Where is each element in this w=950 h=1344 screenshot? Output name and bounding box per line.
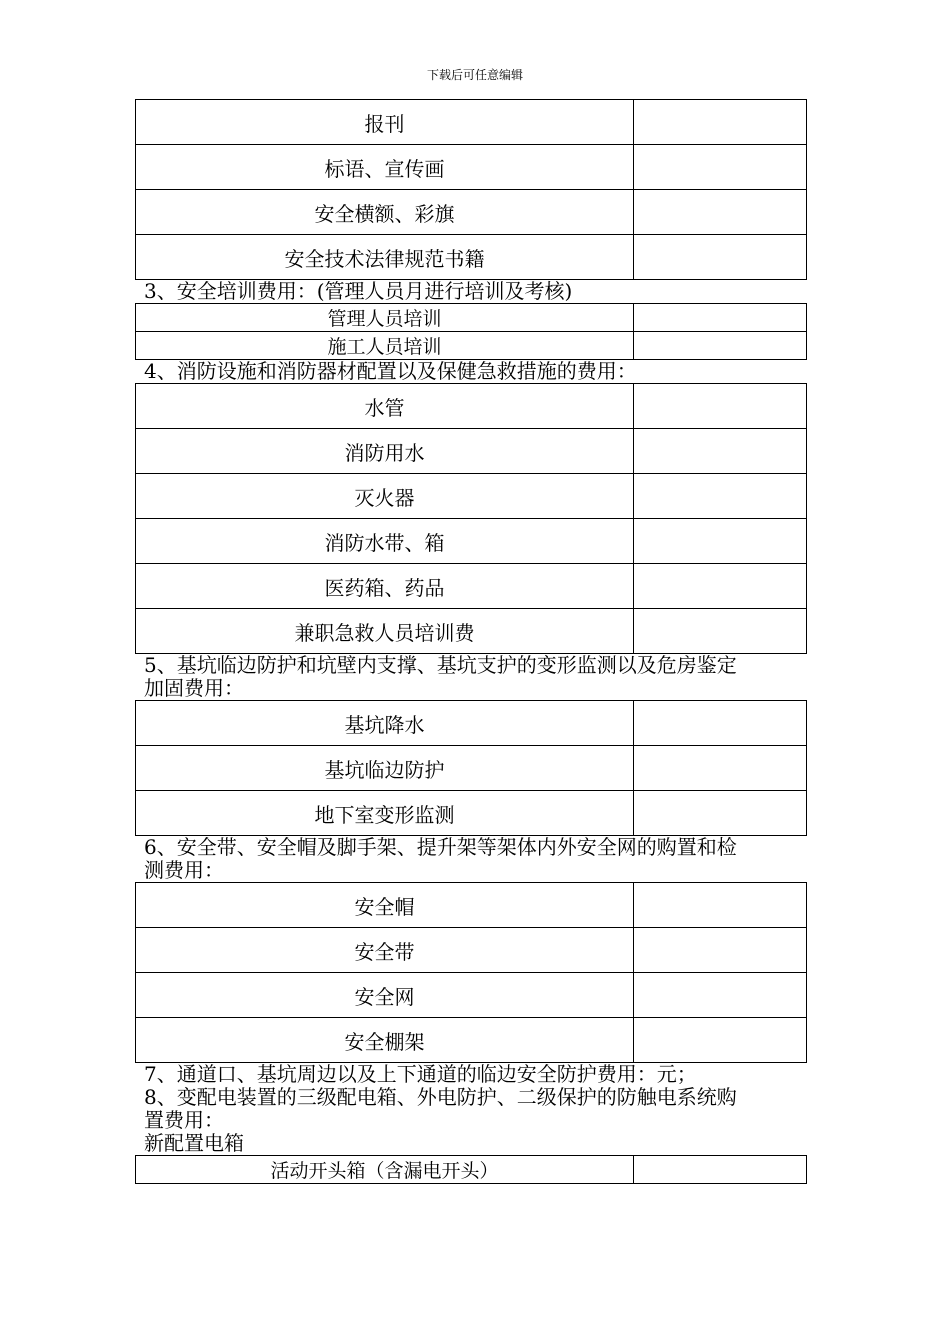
table-row	[136, 332, 807, 360]
amount-cell	[634, 519, 807, 564]
section-text: 测费用：	[144, 858, 224, 882]
item-name-cell: 安全棚架	[136, 1018, 634, 1063]
section-text: 8、变配电装置的三级配电箱、外电防护、二级保护的防触电系统购	[144, 1085, 737, 1109]
table-row	[136, 701, 807, 746]
table-row	[136, 564, 807, 609]
table-row	[136, 883, 807, 928]
amount-cell	[634, 609, 807, 654]
table-row	[136, 429, 807, 474]
amount-cell	[634, 973, 807, 1018]
amount-cell	[634, 384, 807, 429]
amount-cell	[634, 332, 807, 360]
table-row	[136, 190, 807, 235]
table-row	[136, 474, 807, 519]
amount-cell	[634, 190, 807, 235]
item-name-cell: 安全横额、彩旗	[136, 190, 634, 235]
item-name-cell: 标语、宣传画	[136, 145, 634, 190]
amount-cell	[634, 474, 807, 519]
table-row	[136, 1156, 807, 1184]
amount-cell	[634, 928, 807, 973]
item-name-cell: 基坑临边防护	[136, 746, 634, 791]
page-header-note: 下载后可任意编辑	[426, 68, 523, 82]
amount-cell	[634, 235, 807, 280]
amount-cell	[634, 883, 807, 928]
table-row	[136, 304, 807, 332]
section-text: 加固费用：	[144, 676, 244, 700]
item-name-cell: 管理人员培训	[136, 304, 634, 332]
item-name-cell: 基坑降水	[136, 701, 634, 746]
table-row	[136, 1018, 807, 1063]
amount-cell	[634, 304, 807, 332]
table-row	[136, 609, 807, 654]
item-name-cell: 水管	[136, 384, 634, 429]
item-name-cell: 施工人员培训	[136, 332, 634, 360]
section-text: 5、基坑临边防护和坑壁内支撑、基坑支护的变形监测以及危房鉴定	[144, 653, 737, 677]
table-row	[136, 235, 807, 280]
table-row	[136, 973, 807, 1018]
table-row	[136, 100, 807, 145]
item-name-cell: 消防水带、箱	[136, 519, 634, 564]
item-name-cell: 地下室变形监测	[136, 791, 634, 836]
table-row	[136, 791, 807, 836]
amount-cell	[634, 145, 807, 190]
section-text: 新配置电箱	[144, 1131, 244, 1155]
item-name-cell: 报刊	[136, 100, 634, 145]
table-row	[136, 384, 807, 429]
section-text: 4、消防设施和消防器材配置以及保健急救措施的费用：	[144, 359, 637, 383]
item-name-cell: 活动开头箱（含漏电开头）	[136, 1156, 634, 1184]
fee-table	[135, 1155, 807, 1184]
table-row	[136, 519, 807, 564]
amount-cell	[634, 746, 807, 791]
amount-cell	[634, 100, 807, 145]
table-row	[136, 928, 807, 973]
fee-table	[135, 882, 807, 1063]
amount-cell	[634, 564, 807, 609]
fee-table	[135, 303, 807, 360]
amount-cell	[634, 1156, 807, 1184]
amount-cell	[634, 791, 807, 836]
table-row	[136, 145, 807, 190]
item-name-cell: 安全网	[136, 973, 634, 1018]
item-name-cell: 兼职急救人员培训费	[136, 609, 634, 654]
document-body	[135, 99, 804, 1184]
item-name-cell: 医药箱、药品	[136, 564, 634, 609]
item-name-cell: 消防用水	[136, 429, 634, 474]
amount-cell	[634, 1018, 807, 1063]
section-text: 置费用：	[144, 1108, 224, 1132]
item-name-cell: 安全带	[136, 928, 634, 973]
fee-table	[135, 700, 807, 836]
table-row	[136, 746, 807, 791]
item-name-cell: 安全帽	[136, 883, 634, 928]
amount-cell	[634, 701, 807, 746]
section-text: 7、通道口、基坑周边以及上下通道的临边安全防护费用：元；	[144, 1062, 697, 1086]
section-text: 6、安全带、安全帽及脚手架、提升架等架体内外安全网的购置和检	[144, 835, 737, 859]
item-name-cell: 灭火器	[136, 474, 634, 519]
item-name-cell: 安全技术法律规范书籍	[136, 235, 634, 280]
fee-table	[135, 383, 807, 654]
amount-cell	[634, 429, 807, 474]
fee-table	[135, 99, 807, 280]
section-text: 3、安全培训费用：(管理人员月进行培训及考核)	[144, 279, 573, 303]
